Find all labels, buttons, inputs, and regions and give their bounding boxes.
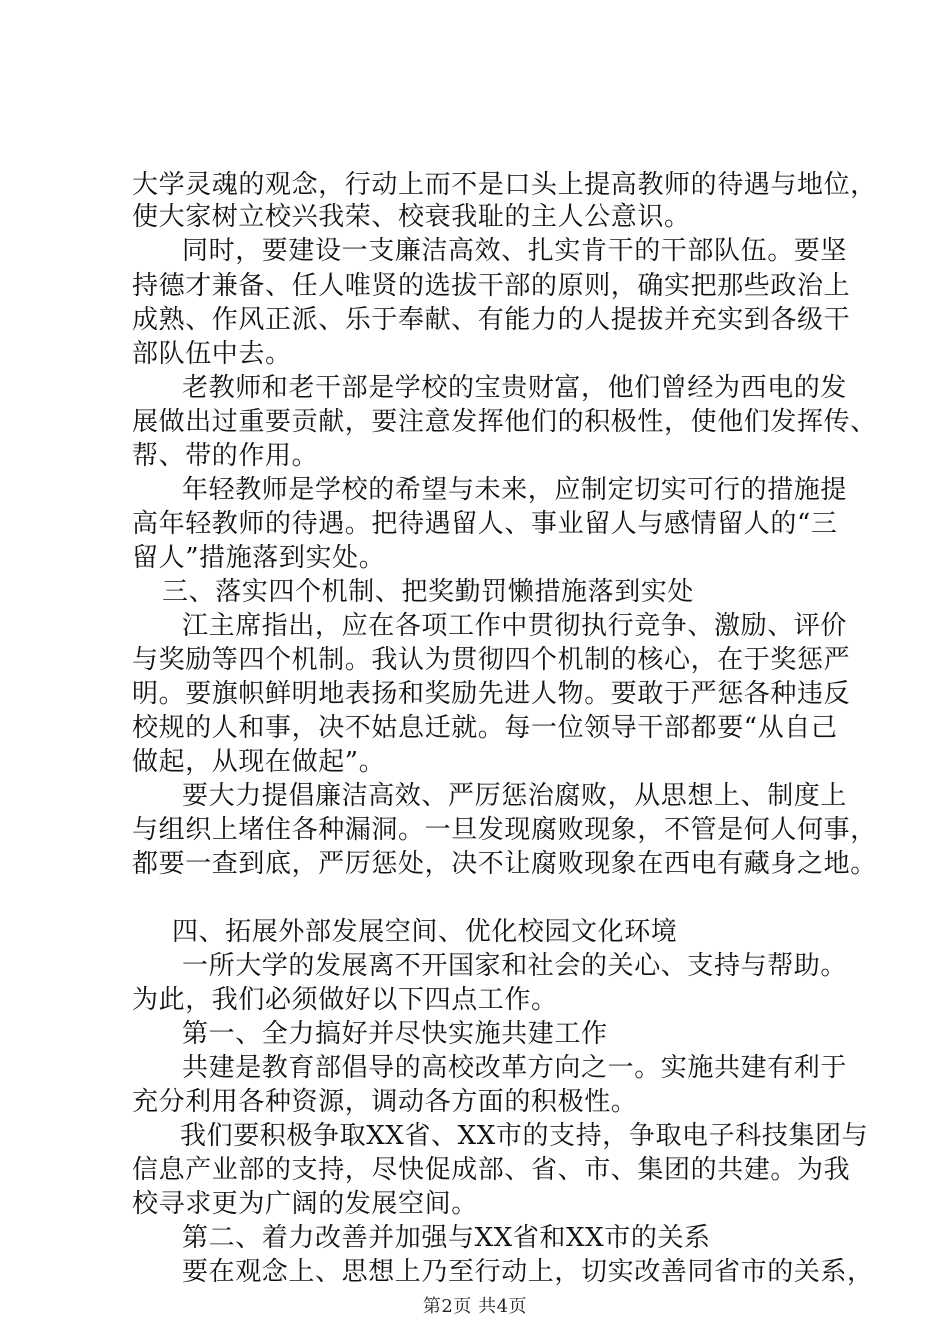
section-heading: 三、落实四个机制、把奖勤罚懒措施落到实处 bbox=[162, 577, 695, 607]
subsection-heading: 第一、全力搞好并尽快实施共建工作 bbox=[182, 1019, 608, 1049]
text-line: 留人”措施落到实处。 bbox=[132, 543, 386, 573]
paragraph-start: 共建是教育部倡导的高校改革方向之一。实施共建有利于 bbox=[182, 1053, 848, 1083]
paragraph-start: 我们要积极争取XX省、XX市的支持，争取电子科技集团与 bbox=[180, 1121, 869, 1151]
paragraph-start: 年轻教师是学校的希望与未来，应制定切实可行的措施提 bbox=[182, 475, 848, 505]
paragraph-start: 江主席指出，应在各项工作中贯彻执行竞争、激励、评价 bbox=[182, 611, 848, 641]
paragraph-start: 要在观念上、思想上乃至行动上，切实改善同省市的关系， bbox=[182, 1257, 874, 1287]
text-line: 成熟、作风正派、乐于奉献、有能力的人提拔并充实到各级干 bbox=[132, 305, 851, 335]
text-line: 校规的人和事，决不姑息迁就。每一位领导干部都要“从自己 bbox=[132, 713, 838, 743]
paragraph-start: 同时，要建设一支廉洁高效、扎实肯干的干部队伍。要坚 bbox=[182, 236, 848, 266]
text-line: 明。要旗帜鲜明地表扬和奖励先进人物。要敢于严惩各种违反 bbox=[132, 679, 851, 709]
text-line: 信息产业部的支持，尽快促成部、省、市、集团的共建。为我 bbox=[132, 1155, 851, 1185]
text-line: 使大家树立校兴我荣、校衰我耻的主人公意识。 bbox=[132, 202, 691, 232]
text-line: 持德才兼备、任人唯贤的选拔干部的原则，确实把那些政治上 bbox=[132, 271, 851, 301]
text-line: 展做出过重要贡献，要注意发挥他们的积极性，使他们发挥传、 bbox=[132, 407, 877, 437]
text-line: 校寻求更为广阔的发展空间。 bbox=[132, 1189, 478, 1219]
paragraph-start: 老教师和老干部是学校的宝贵财富，他们曾经为西电的发 bbox=[182, 373, 848, 403]
text-line: 帮、带的作用。 bbox=[132, 441, 319, 471]
text-line: 都要一查到底，严厉惩处，决不让腐败现象在西电有藏身之地。 bbox=[132, 849, 877, 879]
text-line: 大学灵魂的观念，行动上而不是口头上提高教师的待遇与地位， bbox=[132, 170, 877, 200]
page-number-footer: 第2页 共4页 bbox=[422, 1296, 528, 1317]
text-line: 与奖励等四个机制。我认为贯彻四个机制的核心，在于奖惩严 bbox=[132, 645, 851, 675]
text-line: 为此，我们必须做好以下四点工作。 bbox=[132, 985, 558, 1015]
text-line: 部队伍中去。 bbox=[132, 339, 292, 369]
section-heading: 四、拓展外部发展空间、优化校园文化环境 bbox=[172, 917, 678, 947]
paragraph-start: 一所大学的发展离不开国家和社会的关心、支持与帮助。 bbox=[182, 951, 848, 981]
text-line: 充分利用各种资源，调动各方面的积极性。 bbox=[132, 1087, 638, 1117]
text-line: 与组织上堵住各种漏洞。一旦发现腐败现象，不管是何人何事， bbox=[132, 815, 877, 845]
subsection-heading: 第二、着力改善并加强与XX省和XX市的关系 bbox=[182, 1223, 711, 1253]
text-line: 高年轻教师的待遇。把待遇留人、事业留人与感情留人的“三 bbox=[132, 509, 838, 539]
text-line: 做起，从现在做起”。 bbox=[132, 747, 386, 777]
paragraph-start: 要大力提倡廉洁高效、严厉惩治腐败，从思想上、制度上 bbox=[182, 781, 848, 811]
